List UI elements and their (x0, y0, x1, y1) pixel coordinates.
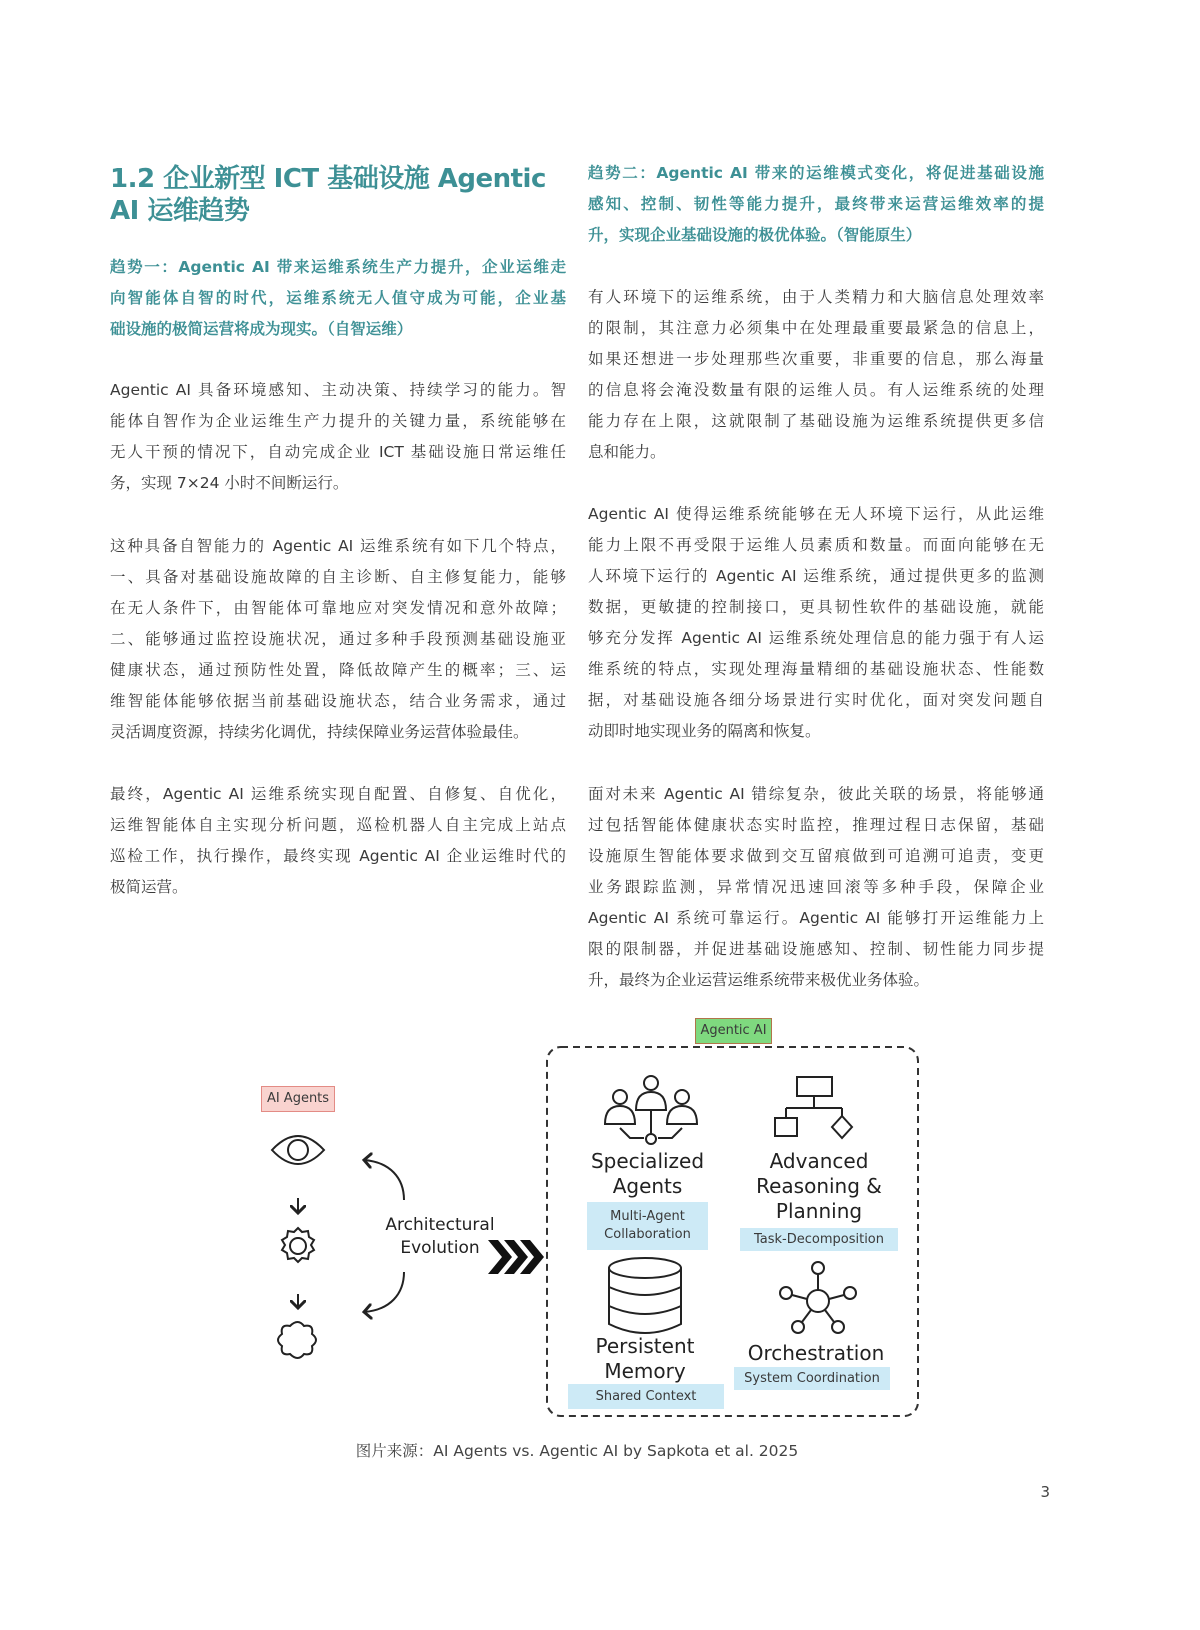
text-line: 升，最终为企业运营运维系统带来极优业务体验。 (588, 971, 930, 989)
shared-context-chip: Shared Context (568, 1384, 724, 1409)
text-line: 健康状态，通过预防性处置，降低故障产生的概率；三、运 (110, 661, 566, 679)
text-line: 如果还想进一步处理那些次重要，非重要的信息，那么海量 (588, 350, 1044, 368)
text-line: 的信息将会淹没数量有限的运维人员。有人运维系统的处理 (588, 381, 1044, 399)
text-line: 设施原生智能体要求做到交互留痕做到可追溯可追责，变更 (588, 847, 1044, 865)
chip-line-2: Collaboration (604, 1227, 691, 1242)
text-line: Agentic AI 使得运维系统能够在无人环境下运行，从此运维 (588, 505, 1044, 523)
text-line: 升，实现企业基础设施的极优体验。（智能原生） (588, 226, 922, 244)
multi-agent-chip (587, 1202, 708, 1250)
eye-icon (272, 1136, 324, 1164)
memory-title-2: Memory (604, 1359, 686, 1383)
orchestration-title: Orchestration (747, 1341, 885, 1365)
text-line: 动即时地实现业务的隔离和恢复。 (588, 722, 821, 740)
action-icon (278, 1322, 316, 1358)
text-line: 够充分发挥 Agentic AI 运维系统处理信息的能力强于有人运 (588, 629, 1044, 647)
text-line: 维智能体能够依据当前基础设施状态，结合业务需求，通过 (110, 692, 566, 710)
text-line: 一、具备对基础设施故障的自主诊断、自主修复能力，能够 (110, 568, 566, 586)
database-icon (609, 1258, 681, 1333)
curved-arrow-top (364, 1160, 404, 1200)
text-line: 能体自智作为企业运维生产力提升的关键力量，系统能够在 (110, 412, 566, 430)
hierarchy-icon (775, 1077, 852, 1138)
text-line: 向智能体自智的时代，运维系统无人值守成为可能，企业基 (110, 289, 566, 307)
text-line: 二、能够通过监控设施状况，通过多种手段预测基础设施亚 (110, 630, 566, 648)
text-line: 在无人条件下，由智能体可靠地应对突发情况和意外故障； (110, 599, 566, 617)
curved-arrow-bottom (364, 1272, 404, 1312)
text-line: 面对未来 Agentic AI 错综复杂，彼此关联的场景，将能够通 (588, 785, 1044, 803)
text-line: 限的限制器，并促进基础设施感知、控制、韧性能力同步提 (588, 940, 1044, 958)
text-line: 务，实现 7×24 小时不间断运行。 (110, 474, 349, 492)
text-line: 感知、控制、韧性等能力提升，最终带来运营运维效率的提 (588, 195, 1044, 213)
text-line: 有人环境下的运维系统，由于人类精力和大脑信息处理效率 (588, 288, 1044, 306)
evolution-line-1: Architectural (385, 1215, 495, 1235)
text-line: 能力存在上限，这就限制了基础设施为运维系统提供更多信 (588, 412, 1044, 430)
persistent-memory-title (570, 1334, 720, 1384)
text-line: 趋势二：Agentic AI 带来的运维模式变化，将促进基础设施 (588, 164, 1044, 182)
text-line: 数据，更敏捷的控制接口，更具韧性软件的基础设施，就能 (588, 598, 1044, 616)
specialized-title-2: Agents (612, 1174, 683, 1198)
specialized-agents-title (575, 1149, 720, 1199)
chip-line-1: Multi-Agent (610, 1209, 685, 1224)
text-line: Agentic AI 系统可靠运行。Agentic AI 能够打开运维能力上 (588, 909, 1044, 927)
text-line: Agentic AI 具备环境感知、主动决策、持续学习的能力。智 (110, 381, 566, 399)
text-line: 过包括智能体健康状态实时监控，推理过程日志保留，基础 (588, 816, 1044, 834)
network-icon (780, 1262, 856, 1333)
agentic-ai-tag: Agentic AI (695, 1018, 772, 1044)
text-line: 据，对基础设施各细分场景进行实时优化，面对突发问题自 (588, 691, 1044, 709)
section-title: 1.2 企业新型 ICT 基础设施 Agentic AI 运维趋势 (110, 164, 546, 226)
text-line: 趋势一：Agentic AI 带来运维系统生产力提升，企业运维走 (110, 258, 566, 276)
memory-title-1: Persistent (595, 1334, 695, 1358)
evolution-label (370, 1214, 510, 1260)
text-line: 巡检工作，执行操作，最终实现 Agentic AI 企业运维时代的 (110, 847, 566, 865)
advanced-reasoning-title (740, 1149, 898, 1224)
text-line: 息和能力。 (588, 443, 666, 461)
figure-caption: 图片来源：AI Agents vs. Agentic AI by Sapkota et al. 2025 (355, 1442, 799, 1460)
advanced-title-1: Advanced (769, 1149, 869, 1173)
text-line: 础设施的极简运营将成为现实。（自智运维） (110, 320, 413, 338)
page-number: 3 (1040, 1483, 1050, 1501)
gear-icon (282, 1228, 314, 1262)
text-line: 极简运营。 (110, 878, 188, 896)
text-line: 灵活调度资源，持续劣化调优，持续保障业务运营体验最佳。 (110, 723, 529, 741)
advanced-title-2: Reasoning & (756, 1174, 882, 1198)
text-line: 的限制，其注意力必须集中在处理最重要最紧急的信息上， (588, 319, 1044, 337)
task-decomposition-chip: Task-Decomposition (740, 1228, 898, 1251)
ai-agents-tag: AI Agents (261, 1086, 335, 1112)
system-coordination-chip: System Coordination (734, 1367, 890, 1390)
text-line: 运维智能体自主实现分析问题，巡检机器人自主完成上站点 (110, 816, 566, 834)
text-line: 无人干预的情况下，自动完成企业 ICT 基础设施日常运维任 (110, 443, 566, 461)
text-line: 最终，Agentic AI 运维系统实现自配置、自修复、自优化， (110, 785, 566, 803)
evolution-line-2: Evolution (400, 1238, 480, 1258)
specialized-title-1: Specialized (590, 1149, 705, 1173)
text-line: 这种具备自智能力的 Agentic AI 运维系统有如下几个特点， (110, 537, 566, 555)
text-line: 能力上限不再受限于运维人员素质和数量。而面向能够在无 (588, 536, 1044, 554)
text-line: 维系统的特点，实现处理海量精细的基础设施状态、性能数 (588, 660, 1044, 678)
action-label: Action (275, 1362, 322, 1380)
perception-label: Perception (258, 1171, 339, 1189)
text-line: 业务跟踪监测，异常情况迅速回滚等多种手段，保障企业 (588, 878, 1044, 896)
team-icon (605, 1076, 697, 1144)
text-line: 人环境下运行的 Agentic AI 运维系统，通过提供更多的监测 (588, 567, 1044, 585)
advanced-title-3: Planning (775, 1199, 863, 1223)
reasoning-label: Reasoning (259, 1267, 338, 1285)
